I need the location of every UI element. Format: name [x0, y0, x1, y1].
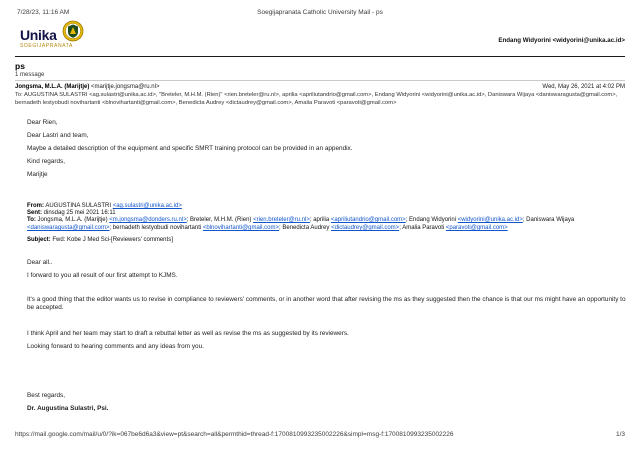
thread-message-count: 1 message	[15, 72, 45, 78]
quoted-paragraph: It's a good thing that the editor wants us to revise in compliance to reviewers' comments, or in another word that after revising the ms as they suggested then the chance is that our ms might have an opportunity to be accepted.	[27, 296, 626, 312]
quoted-recipient-name: ; Endang Widyorini	[405, 217, 458, 223]
message-from-name: Jongsma, M.L.A. (Marijtje)	[15, 84, 90, 90]
quoted-subject-line	[27, 236, 627, 244]
quoted-recipient-email-link[interactable]: <m.jongsma@donders.ru.nl>	[109, 217, 187, 223]
quoted-recipient-email-link[interactable]: <daniswaragusta@gmail.com>	[27, 225, 110, 232]
thread-divider	[15, 80, 625, 81]
quoted-recipient-email-link[interactable]: <rien.breteler@ru.nl>	[253, 217, 310, 223]
logo-text-soegijapranata: SOEGIJAPRANATA	[20, 43, 73, 49]
print-footer-url: https://mail.google.com/mail/u/0/?ik=067be6d6a3&view=pt&search=all&permthid=thread-f:1700810993235002226&simpl=msg-f:1700810993235002226	[15, 431, 454, 438]
quoted-recipient-email-link[interactable]: <dictaudrey@gmail.com>	[331, 225, 400, 232]
message-from	[15, 84, 159, 90]
header-divider	[15, 56, 625, 57]
print-footer-page: 1/3	[615, 431, 625, 438]
body-paragraph: Marijtje	[27, 171, 48, 178]
quoted-recipient-email-link[interactable]: <widyorini@unika.ac.id>	[457, 217, 523, 223]
body-paragraph: Dear Rien,	[27, 119, 58, 126]
quoted-recipient-name: ; Breteler, M.H.M. (Rien)	[186, 217, 254, 223]
quoted-recipient-email-link[interactable]: <apriliutandrio@gmail.com>	[330, 217, 406, 223]
quoted-subject-label: Subject:	[27, 237, 51, 243]
thread-subject: ps	[15, 61, 25, 71]
quoted-paragraph: I think April and her team may start to draft a rebuttal letter as well as revise the ms as suggested by its reviewers.	[27, 330, 349, 337]
message-date: Wed, May 26, 2021 at 4:02 PM	[542, 84, 625, 90]
quoted-from-name: AUGUSTINA SULASTRI	[44, 203, 113, 209]
message-from-email: <marijtje.jongsma@ru.nl>	[89, 84, 160, 90]
quoted-recipient-name: ; aprilia	[309, 217, 331, 223]
university-logo	[20, 28, 130, 49]
quoted-sent-label: Sent:	[27, 210, 42, 216]
quoted-from-email-link[interactable]: <ag.sulastri@unika.ac.id>	[112, 203, 182, 209]
quoted-from-label: From:	[27, 203, 44, 209]
quoted-subject-value: Fwd: Kobe J Med Sci-[Reviewers' comments]	[50, 237, 173, 243]
university-crest-icon	[62, 20, 84, 47]
print-page-title: Soegijapranata Catholic University Mail - ps	[257, 9, 383, 16]
message-header-row	[15, 84, 625, 90]
quoted-to-line	[27, 216, 627, 232]
message-to-line: To: AUGUSTINA SULASTRI <ag.sulastri@unika.ac.id>, "Breteler, M.H.M. (Rien)" <rien.breteler@ru.nl>, aprilia <apriliutandrio@gmail.com>, Endang Widyorini <widyorini@unika.ac.id>, Daniswara Wijaya <daniswaragusta@gmail.com>, bernadeth lestyobudi novihartanti <blnovihartanti@gmail.com>, Benedicta Audrey <dictaudrey@gmail.com>, Amalia Paravoti <paravoti@gmail.com>	[15, 92, 618, 107]
logo-text-unika: Unika	[20, 27, 57, 43]
quoted-paragraph: Dear all..	[27, 259, 53, 266]
quoted-to-label: To:	[27, 217, 36, 223]
print-datetime: 7/28/23, 11:16 AM	[17, 9, 70, 16]
quoted-paragraph: Looking forward to hearing comments and any ideas from you.	[27, 343, 204, 350]
quoted-sent-value: dinsdag 25 mei 2021 16:11	[42, 210, 116, 216]
quoted-recipient-name: ; Daniswara Wijaya	[522, 217, 575, 223]
quoted-recipient-email-link[interactable]: <blnovihartanti@gmail.com>	[202, 225, 280, 232]
quoted-recipient-name: ; bernadeth lestyobudi novihartanti	[109, 225, 203, 232]
body-paragraph: Dear Lastri and team,	[27, 132, 89, 139]
quoted-signature: Dr. Augustina Sulastri, Psi.	[27, 405, 109, 412]
body-paragraph: Kind regards,	[27, 158, 66, 165]
account-owner: Endang Widyorini <widyorini@unika.ac.id>	[498, 37, 625, 44]
quoted-recipient-email-link[interactable]: <paravoti@gmail.com>	[445, 225, 508, 232]
quoted-closing: Best regards,	[27, 392, 66, 399]
quoted-recipient-name: ; Amalia Paravoti	[399, 225, 446, 232]
quoted-recipient-name: ; Benedicta Audrey	[279, 225, 332, 232]
body-paragraph: Maybe a detailed description of the equipment and specific SMRT training protocol can be provided in an appendix.	[27, 145, 353, 152]
quoted-recipient-name: Jongsma, M.L.A. (Marijtje)	[35, 217, 110, 223]
quoted-paragraph: I forward to you all result of our first attempt to KJMS.	[27, 272, 178, 279]
